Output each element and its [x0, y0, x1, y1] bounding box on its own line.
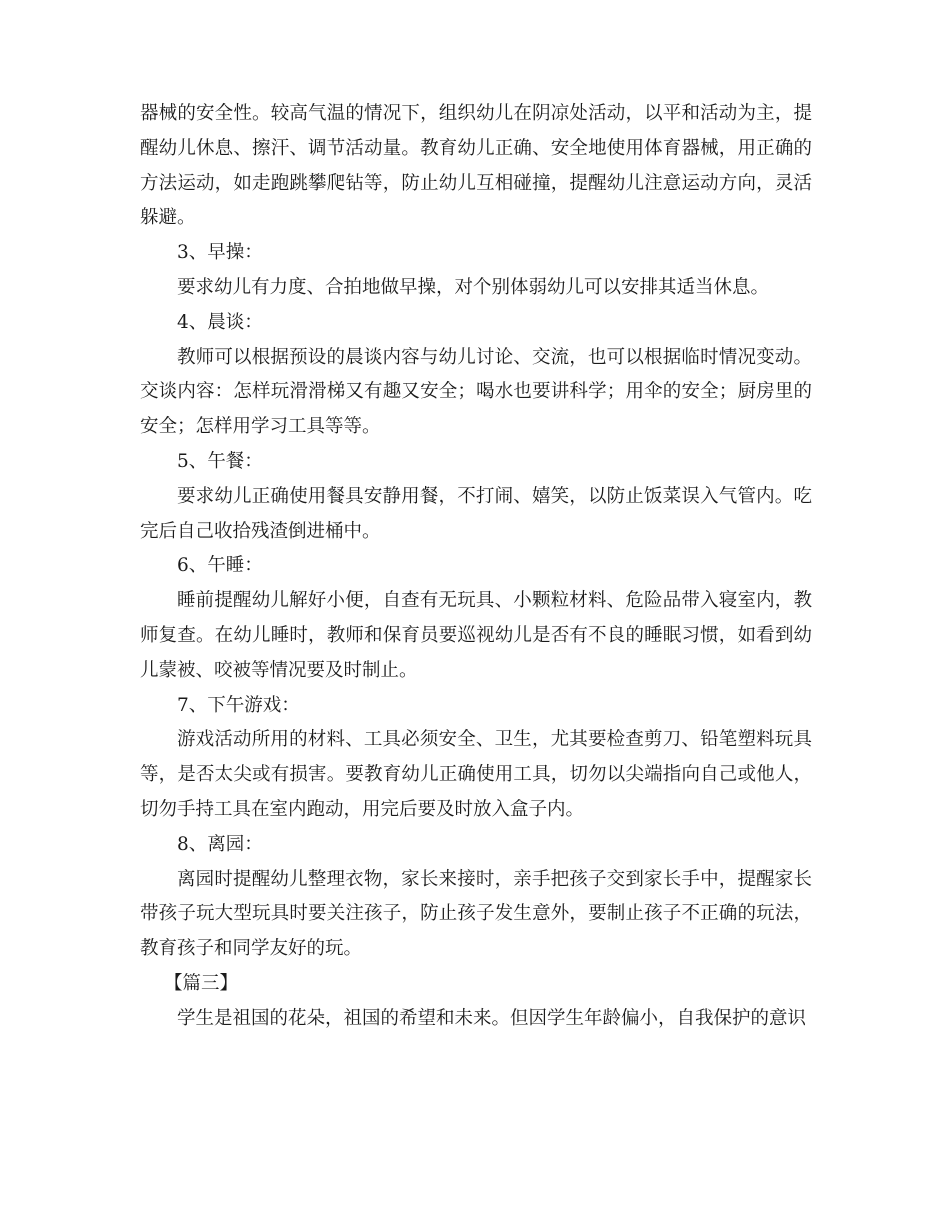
paragraph-nap: 睡前提醒幼儿解好小便，自查有无玩具、小颗粒材料、危险品带入寝室内，教师复查。在幼儿睡时，教师和保育员要巡视幼儿是否有不良的睡眠习惯，如看到幼儿蒙被、咬被等情况要及时制止。	[140, 590, 812, 681]
section-title-part-three: 【篇三】	[164, 972, 239, 994]
paragraph-afternoon-games: 游戏活动所用的材料、工具必须安全、卫生，尤其要检查剪刀、铅笔塑料玩具等，是否太尖或有损害。要教育幼儿正确使用工具，切勿以尖端指向自己或他人，切勿手持工具在室内跑动，用完后要及时放入盒子内。	[140, 729, 812, 820]
paragraph-lunch: 要求幼儿正确使用餐具安静用餐，不打闹、嬉笑，以防止饭菜误入气管内。吃完后自己收拾残渣倒进桶中。	[140, 485, 812, 542]
heading-leaving: 8、离园：	[177, 833, 263, 855]
heading-afternoon-games: 7、下午游戏：	[177, 694, 300, 716]
heading-morning-talk: 4、晨谈：	[177, 311, 263, 333]
paragraph-part-three-intro: 学生是祖国的花朵，祖国的希望和未来。但因学生年龄偏小，自我保护的意识	[177, 1007, 807, 1029]
document-page	[140, 97, 812, 1037]
paragraph-morning-exercise: 要求幼儿有力度、合拍地做早操，对个别体弱幼儿可以安排其适当休息。	[177, 276, 770, 298]
paragraph-continued: 器械的安全性。较高气温的情况下，组织幼儿在阴凉处活动，以平和活动为主，提醒幼儿休息、擦汗、调节活动量。教育幼儿正确、安全地使用体育器械，用正确的方法运动，如走跑跳攀爬钻等，防止幼儿互相碰撞，提醒幼儿注意运动方向，灵活躲避。	[140, 103, 812, 229]
paragraph-leaving: 离园时提醒幼儿整理衣物，家长来接时，亲手把孩子交到家长手中，提醒家长带孩子玩大型玩具时要关注孩子，防止孩子发生意外，要制止孩子不正确的玩法，教育孩子和同学友好的玩。	[140, 868, 812, 960]
heading-morning-exercise: 3、早操：	[177, 242, 263, 264]
paragraph-morning-talk: 教师可以根据预设的晨谈内容与幼儿讨论、交流，也可以根据临时情况变动。交谈内容：怎样玩滑滑梯又有趣又安全；喝水也要讲科学；用伞的安全；厨房里的安全；怎样用学习工具等等。	[140, 346, 812, 438]
heading-nap: 6、午睡：	[177, 555, 263, 577]
heading-lunch: 5、午餐：	[177, 450, 263, 472]
